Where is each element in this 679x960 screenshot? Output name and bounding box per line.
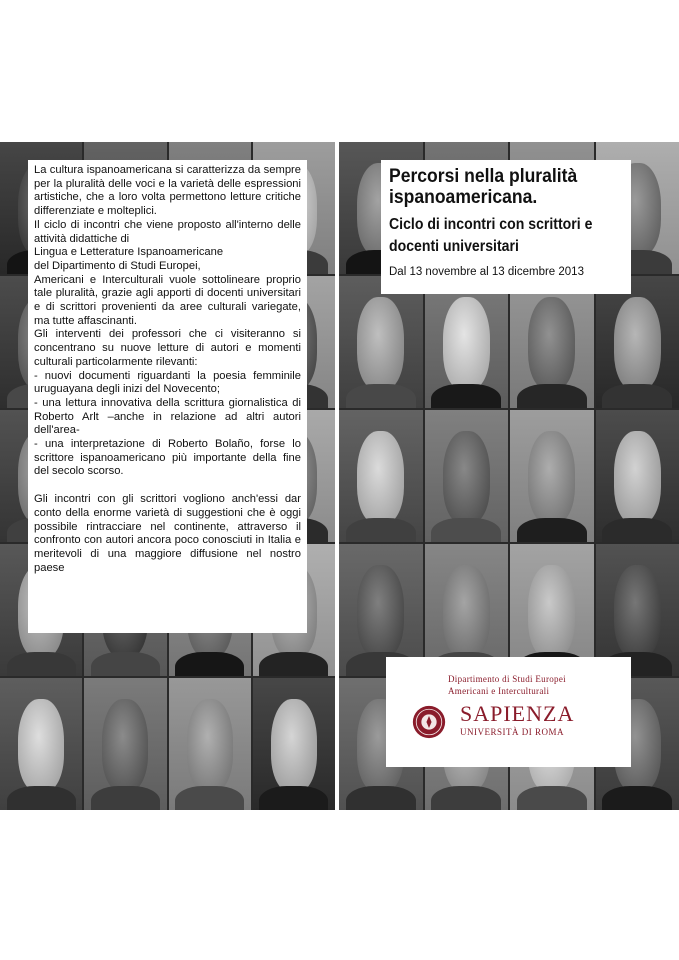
- intro-paragraph: La cultura ispanoamericana si caratterizza da sempre per la pluralità delle voci e la varietà delle espressioni artistiche, che a loro volta permettono letture critiche differenziate e molteplici.: [34, 164, 301, 218]
- sapienza-seal-icon: [412, 705, 446, 739]
- portrait-shoulders: [7, 786, 76, 810]
- portrait-face: [357, 565, 404, 657]
- portrait-shoulders: [602, 384, 672, 408]
- portrait-photo: [510, 276, 594, 408]
- intro-text-box: [28, 160, 307, 633]
- portrait-photo: [253, 678, 335, 810]
- portrait-face: [614, 297, 661, 389]
- university-subtitle: UNIVERSITÀ DI ROMA: [460, 727, 564, 737]
- portrait-face: [271, 699, 317, 791]
- intro-paragraph: Gli incontri con gli scrittori vogliono anch'essi dar conto della enorme varietà di suggestioni che è oggi possibile rintracciare nel continente, attraverso il confronto con autori ancora poco conosciuti in Italia e meritevoli di una maggiore diffusione nel nostro paese: [34, 493, 301, 574]
- event-title-box: [381, 160, 631, 294]
- portrait-shoulders: [431, 384, 501, 408]
- university-logo-box: [386, 657, 631, 767]
- intro-paragraph: del Dipartimento di Studi Europei,: [34, 259, 201, 272]
- portrait-face: [443, 431, 490, 523]
- intro-paragraph: - nuovi documenti riguardanti la poesia femminile uruguayana degli inizi del Novecento;: [34, 369, 301, 396]
- portrait-photo: [510, 410, 594, 542]
- department-name: [448, 673, 566, 697]
- portrait-shoulders: [91, 652, 160, 676]
- portrait-face: [614, 565, 661, 657]
- portrait-photo: [596, 410, 679, 542]
- portrait-face: [357, 431, 404, 523]
- portrait-face: [187, 699, 233, 791]
- portrait-shoulders: [346, 786, 416, 810]
- portrait-photo: [425, 276, 509, 408]
- portrait-shoulders: [517, 384, 587, 408]
- portrait-shoulders: [517, 786, 587, 810]
- portrait-face: [528, 431, 575, 523]
- event-title-line: ispanoamericana.: [389, 186, 538, 208]
- paragraph-spacer: [34, 479, 301, 493]
- portrait-shoulders: [517, 518, 587, 542]
- portrait-photo: [339, 410, 423, 542]
- intro-paragraph: Il ciclo di incontri che viene proposto all'interno delle attività didattiche di: [34, 218, 301, 245]
- portrait-photo: [0, 678, 82, 810]
- portrait-shoulders: [346, 384, 416, 408]
- intro-paragraph: Gli interventi dei professori che ci visiteranno si concentrano su nuove letture di autori e momenti culturali particolarmente rilevanti:: [34, 328, 301, 368]
- portrait-face: [357, 297, 404, 389]
- department-name-line: Americani e Interculturali: [448, 686, 550, 696]
- portrait-photo: [169, 678, 251, 810]
- portrait-photo: [339, 276, 423, 408]
- portrait-face: [102, 699, 148, 791]
- portrait-shoulders: [259, 786, 328, 810]
- department-name-line: Dipartimento di Studi Europei: [448, 674, 566, 684]
- event-subtitle-line: docenti universitari: [389, 238, 519, 255]
- portrait-shoulders: [175, 652, 244, 676]
- portrait-shoulders: [346, 518, 416, 542]
- portrait-photo: [596, 276, 679, 408]
- portrait-shoulders: [431, 786, 501, 810]
- portrait-shoulders: [602, 786, 672, 810]
- event-title: [389, 166, 600, 208]
- intro-paragraph: - una lettura innovativa della scrittura giornalistica di Roberto Arlt –anche in relazione ad altri autori dell'area-: [34, 396, 301, 437]
- event-subtitle-line: Ciclo di incontri con scrittori e: [389, 216, 593, 233]
- portrait-shoulders: [431, 518, 501, 542]
- event-title-line: Percorsi nella pluralità: [389, 165, 578, 187]
- portrait-shoulders: [602, 518, 672, 542]
- intro-paragraph: - una interpretazione di Roberto Bolaño, forse lo scrittore ispanoamericano più importante della fine del secolo scorso.: [34, 438, 301, 478]
- portrait-shoulders: [175, 786, 244, 810]
- portrait-shoulders: [91, 786, 160, 810]
- portrait-face: [443, 297, 490, 389]
- intro-paragraph: Lingua e Letterature Ispanoamericane: [34, 246, 224, 259]
- intro-paragraph: Americani e Interculturali vuole sottolineare proprio tale pluralità, grazie agli apporti di docenti universitari e di scrittori provenienti da aree culturali variegate, ma tutte affascinanti.: [34, 273, 301, 327]
- portrait-shoulders: [259, 652, 328, 676]
- portrait-photo: [425, 410, 509, 542]
- portrait-shoulders: [7, 652, 76, 676]
- portrait-face: [18, 699, 64, 791]
- event-dates: Dal 13 novembre al 13 dicembre 2013: [389, 266, 584, 278]
- portrait-face: [614, 431, 661, 523]
- event-subtitle: [389, 214, 595, 258]
- portrait-face: [443, 565, 490, 657]
- portrait-face: [528, 565, 575, 657]
- university-name: SAPIENZA: [460, 701, 575, 726]
- portrait-photo: [84, 678, 166, 810]
- portrait-face: [528, 297, 575, 389]
